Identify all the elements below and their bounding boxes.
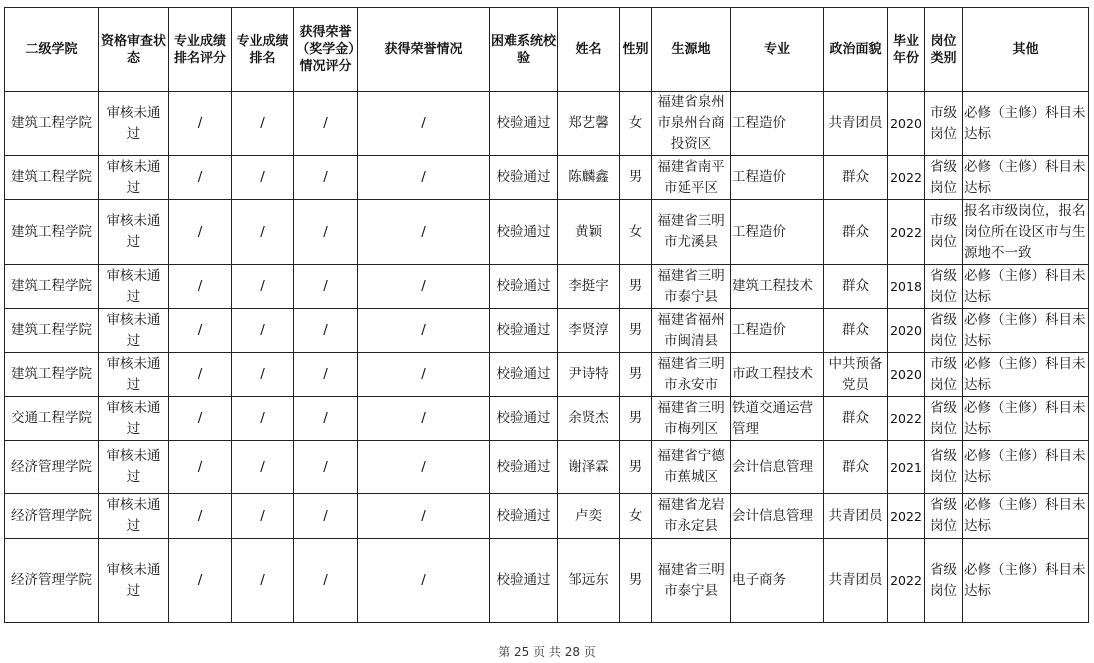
- cell-major: 工程造价: [731, 200, 824, 265]
- cell-gender: 男: [620, 309, 652, 353]
- cell-position-type: 市级岗位: [925, 92, 963, 156]
- table-row: [5, 309, 1089, 353]
- cell-rank: /: [232, 92, 294, 156]
- cell-hardship-check: 校验通过: [490, 539, 558, 623]
- cell-rank: /: [232, 156, 294, 200]
- cell-rank-score: /: [169, 265, 232, 309]
- cell-position-type: 省级岗位: [925, 265, 963, 309]
- cell-position-type: 市级岗位: [925, 200, 963, 265]
- cell-other: 必修（主修）科目未达标: [963, 494, 1089, 539]
- cell-honors: /: [358, 494, 490, 539]
- cell-review-status: 审核未通过: [99, 92, 169, 156]
- cell-origin: 福建省泉州市泉州台商投资区: [652, 92, 731, 156]
- cell-hardship-check: 校验通过: [490, 353, 558, 397]
- cell-college: 经济管理学院: [5, 494, 99, 539]
- cell-major: 会计信息管理: [731, 494, 824, 539]
- cell-other: 必修（主修）科目未达标: [963, 92, 1089, 156]
- cell-rank: /: [232, 539, 294, 623]
- header-political-status: 政治面貌: [824, 8, 888, 92]
- cell-major: 市政工程技术: [731, 353, 824, 397]
- cell-honor-score: /: [294, 200, 358, 265]
- cell-position-type: 省级岗位: [925, 494, 963, 539]
- cell-position-type: 省级岗位: [925, 397, 963, 441]
- cell-other: 必修（主修）科目未达标: [963, 397, 1089, 441]
- header-review-status: 资格审查状态: [99, 8, 169, 92]
- cell-origin: 福建省福州市闽清县: [652, 309, 731, 353]
- header-honor-score: 获得荣誉（奖学金）情况评分: [294, 8, 358, 92]
- cell-rank-score: /: [169, 200, 232, 265]
- qualification-review-table-container: [4, 7, 1088, 623]
- header-position-type: 岗位类别: [925, 8, 963, 92]
- cell-name: 邹远东: [558, 539, 620, 623]
- cell-hardship-check: 校验通过: [490, 397, 558, 441]
- cell-name: 余贤杰: [558, 397, 620, 441]
- cell-college: 建筑工程学院: [5, 156, 99, 200]
- cell-origin: 福建省三明市梅列区: [652, 397, 731, 441]
- header-rank-score: 专业成绩排名评分: [169, 8, 232, 92]
- cell-other: 必修（主修）科目未达标: [963, 156, 1089, 200]
- table-row: [5, 539, 1089, 623]
- cell-name: 谢泽霖: [558, 441, 620, 494]
- cell-rank-score: /: [169, 397, 232, 441]
- header-honors: 获得荣誉情况: [358, 8, 490, 92]
- cell-political-status: 群众: [824, 200, 888, 265]
- cell-graduation-year: 2022: [888, 200, 925, 265]
- cell-college: 交通工程学院: [5, 397, 99, 441]
- cell-other: 必修（主修）科目未达标: [963, 353, 1089, 397]
- cell-review-status: 审核未通过: [99, 539, 169, 623]
- cell-honors: /: [358, 265, 490, 309]
- cell-gender: 男: [620, 353, 652, 397]
- header-name: 姓名: [558, 8, 620, 92]
- cell-political-status: 群众: [824, 309, 888, 353]
- cell-rank: /: [232, 200, 294, 265]
- cell-political-status: 中共预备党员: [824, 353, 888, 397]
- page-number: 第 25 页 共 28 页: [498, 645, 596, 659]
- cell-gender: 男: [620, 539, 652, 623]
- table-row: [5, 494, 1089, 539]
- table-row: [5, 265, 1089, 309]
- table-header-row: [5, 8, 1089, 92]
- header-major: 专业: [731, 8, 824, 92]
- cell-rank-score: /: [169, 494, 232, 539]
- cell-graduation-year: 2022: [888, 156, 925, 200]
- cell-college: 建筑工程学院: [5, 353, 99, 397]
- cell-graduation-year: 2020: [888, 309, 925, 353]
- cell-origin: 福建省宁德市蕉城区: [652, 441, 731, 494]
- cell-graduation-year: 2020: [888, 353, 925, 397]
- cell-position-type: 省级岗位: [925, 309, 963, 353]
- cell-political-status: 共青团员: [824, 92, 888, 156]
- cell-political-status: 群众: [824, 397, 888, 441]
- cell-rank: /: [232, 441, 294, 494]
- cell-hardship-check: 校验通过: [490, 265, 558, 309]
- cell-review-status: 审核未通过: [99, 494, 169, 539]
- cell-graduation-year: 2022: [888, 539, 925, 623]
- cell-review-status: 审核未通过: [99, 265, 169, 309]
- cell-college: 建筑工程学院: [5, 309, 99, 353]
- cell-gender: 男: [620, 397, 652, 441]
- table-row: [5, 397, 1089, 441]
- cell-college: 建筑工程学院: [5, 265, 99, 309]
- cell-major: 铁道交通运营管理: [731, 397, 824, 441]
- header-college: 二级学院: [5, 8, 99, 92]
- cell-review-status: 审核未通过: [99, 353, 169, 397]
- cell-honors: /: [358, 397, 490, 441]
- cell-rank: /: [232, 265, 294, 309]
- cell-rank: /: [232, 353, 294, 397]
- cell-hardship-check: 校验通过: [490, 441, 558, 494]
- cell-rank: /: [232, 494, 294, 539]
- cell-position-type: 市级岗位: [925, 353, 963, 397]
- cell-position-type: 省级岗位: [925, 539, 963, 623]
- cell-honors: /: [358, 539, 490, 623]
- cell-graduation-year: 2022: [888, 397, 925, 441]
- cell-other: 必修（主修）科目未达标: [963, 309, 1089, 353]
- table-row: [5, 92, 1089, 156]
- cell-name: 李贤淳: [558, 309, 620, 353]
- cell-origin: 福建省三明市泰宁县: [652, 265, 731, 309]
- cell-honor-score: /: [294, 397, 358, 441]
- cell-political-status: 共青团员: [824, 494, 888, 539]
- cell-rank-score: /: [169, 539, 232, 623]
- header-origin: 生源地: [652, 8, 731, 92]
- cell-graduation-year: 2022: [888, 494, 925, 539]
- cell-honors: /: [358, 441, 490, 494]
- cell-other: 报名市级岗位，报名岗位所在设区市与生源地不一致: [963, 200, 1089, 265]
- cell-name: 陈麟鑫: [558, 156, 620, 200]
- cell-major: 建筑工程技术: [731, 265, 824, 309]
- cell-rank: /: [232, 309, 294, 353]
- cell-honors: /: [358, 200, 490, 265]
- cell-other: 必修（主修）科目未达标: [963, 539, 1089, 623]
- cell-honor-score: /: [294, 441, 358, 494]
- header-graduation-year: 毕业年份: [888, 8, 925, 92]
- cell-honor-score: /: [294, 309, 358, 353]
- cell-origin: 福建省三明市泰宁县: [652, 539, 731, 623]
- cell-honor-score: /: [294, 353, 358, 397]
- cell-rank-score: /: [169, 441, 232, 494]
- qualification-review-table: [4, 7, 1089, 623]
- cell-origin: 福建省南平市延平区: [652, 156, 731, 200]
- cell-gender: 男: [620, 265, 652, 309]
- cell-hardship-check: 校验通过: [490, 200, 558, 265]
- cell-rank-score: /: [169, 92, 232, 156]
- cell-graduation-year: 2018: [888, 265, 925, 309]
- cell-graduation-year: 2021: [888, 441, 925, 494]
- cell-major: 工程造价: [731, 156, 824, 200]
- cell-honors: /: [358, 92, 490, 156]
- cell-gender: 女: [620, 200, 652, 265]
- cell-origin: 福建省三明市永安市: [652, 353, 731, 397]
- header-gender: 性别: [620, 8, 652, 92]
- cell-rank: /: [232, 397, 294, 441]
- cell-rank-score: /: [169, 309, 232, 353]
- table-row: [5, 200, 1089, 265]
- cell-name: 郑艺馨: [558, 92, 620, 156]
- cell-origin: 福建省龙岩市永定县: [652, 494, 731, 539]
- cell-major: 工程造价: [731, 92, 824, 156]
- cell-college: 建筑工程学院: [5, 92, 99, 156]
- cell-hardship-check: 校验通过: [490, 309, 558, 353]
- cell-college: 经济管理学院: [5, 441, 99, 494]
- table-row: [5, 353, 1089, 397]
- cell-gender: 女: [620, 92, 652, 156]
- cell-honor-score: /: [294, 156, 358, 200]
- cell-name: 黄颖: [558, 200, 620, 265]
- cell-major: 电子商务: [731, 539, 824, 623]
- cell-review-status: 审核未通过: [99, 309, 169, 353]
- cell-name: 李挺宇: [558, 265, 620, 309]
- cell-honors: /: [358, 353, 490, 397]
- cell-rank-score: /: [169, 156, 232, 200]
- cell-political-status: 群众: [824, 265, 888, 309]
- cell-honor-score: /: [294, 494, 358, 539]
- cell-college: 经济管理学院: [5, 539, 99, 623]
- cell-gender: 男: [620, 441, 652, 494]
- cell-position-type: 省级岗位: [925, 156, 963, 200]
- cell-other: 必修（主修）科目未达标: [963, 265, 1089, 309]
- cell-major: 工程造价: [731, 309, 824, 353]
- cell-name: 卢奕: [558, 494, 620, 539]
- table-row: [5, 156, 1089, 200]
- cell-hardship-check: 校验通过: [490, 92, 558, 156]
- cell-hardship-check: 校验通过: [490, 494, 558, 539]
- header-rank: 专业成绩排名: [232, 8, 294, 92]
- cell-origin: 福建省三明市尤溪县: [652, 200, 731, 265]
- cell-position-type: 省级岗位: [925, 441, 963, 494]
- cell-review-status: 审核未通过: [99, 397, 169, 441]
- cell-honor-score: /: [294, 539, 358, 623]
- cell-other: 必修（主修）科目未达标: [963, 441, 1089, 494]
- cell-review-status: 审核未通过: [99, 200, 169, 265]
- header-hardship-check: 困难系统校验: [490, 8, 558, 92]
- cell-political-status: 群众: [824, 441, 888, 494]
- header-other: 其他: [963, 8, 1089, 92]
- cell-gender: 女: [620, 494, 652, 539]
- cell-review-status: 审核未通过: [99, 441, 169, 494]
- cell-name: 尹诗特: [558, 353, 620, 397]
- cell-hardship-check: 校验通过: [490, 156, 558, 200]
- cell-honor-score: /: [294, 92, 358, 156]
- cell-review-status: 审核未通过: [99, 156, 169, 200]
- cell-rank-score: /: [169, 353, 232, 397]
- cell-political-status: 共青团员: [824, 539, 888, 623]
- cell-gender: 男: [620, 156, 652, 200]
- cell-honor-score: /: [294, 265, 358, 309]
- cell-honors: /: [358, 309, 490, 353]
- cell-graduation-year: 2020: [888, 92, 925, 156]
- cell-major: 会计信息管理: [731, 441, 824, 494]
- cell-honors: /: [358, 156, 490, 200]
- cell-political-status: 群众: [824, 156, 888, 200]
- table-row: [5, 441, 1089, 494]
- cell-college: 建筑工程学院: [5, 200, 99, 265]
